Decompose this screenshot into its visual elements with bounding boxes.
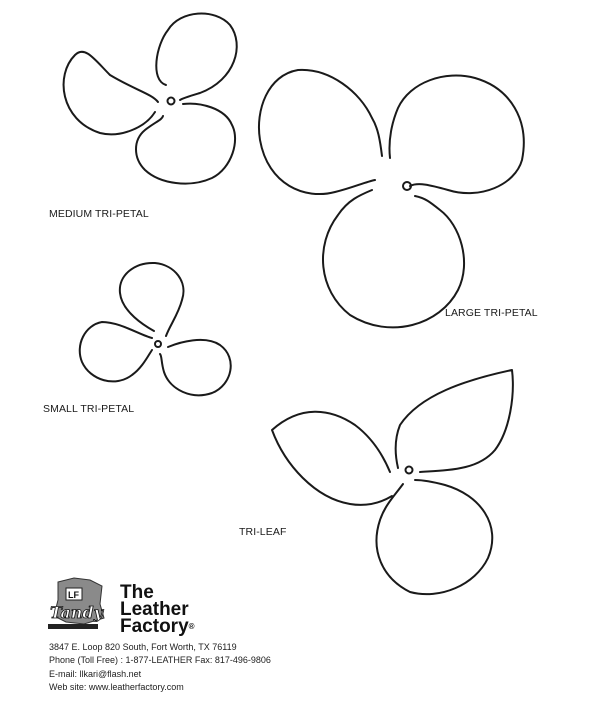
small-tri-petal-label: SMALL TRI-PETAL (43, 403, 135, 415)
brand-line-3: Factory (120, 616, 189, 637)
large-tri-petal-shape (259, 70, 524, 328)
small-tri-petal-shape (80, 263, 231, 395)
tandy-logo-mark (44, 574, 116, 632)
tri-leaf-shape (272, 370, 513, 594)
brand-line-1: The (120, 582, 154, 603)
contact-email: E-mail: llkari@flash.net (49, 668, 142, 679)
medium-tri-petal-shape (64, 14, 237, 184)
medium-tri-petal-label: MEDIUM TRI-PETAL (49, 208, 149, 220)
contact-block (49, 641, 271, 694)
registered-mark: ® (188, 622, 195, 631)
contact-phone: Phone (Toll Free) : 1-877-LEATHER Fax: 817-496-9806 (49, 655, 271, 666)
brand-line-2: Leather (120, 599, 189, 620)
tandy-logo (44, 574, 116, 632)
tandy-logo-text: Tandy (50, 603, 103, 622)
contact-address: 3847 E. Loop 820 South, Fort Worth, TX 76119 (49, 642, 237, 652)
brand-name (120, 584, 195, 635)
large-tri-petal-label: LARGE TRI-PETAL (445, 307, 538, 319)
contact-web: Web site: www.leatherfactory.com (49, 681, 184, 692)
tri-leaf-label: TRI-LEAF (239, 526, 287, 538)
svg-text:LF: LF (68, 590, 79, 600)
